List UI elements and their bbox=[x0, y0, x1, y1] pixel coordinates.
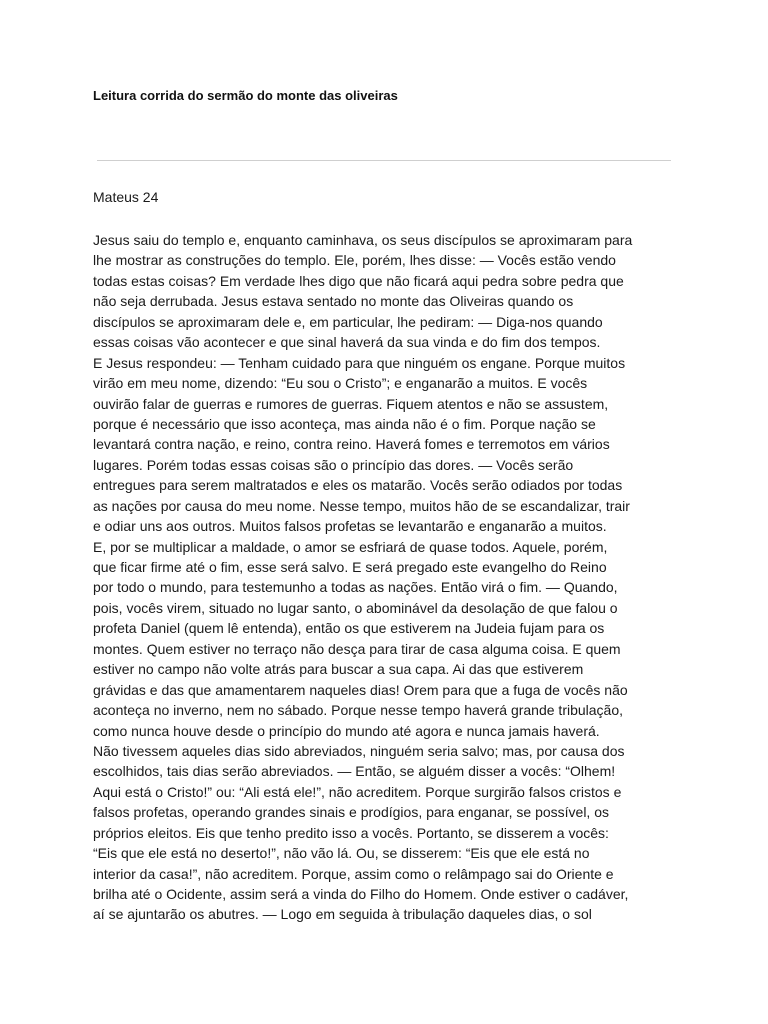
text-line: ouvirão falar de guerras e rumores de guerras. Fiquem atentos e não se assustem, bbox=[93, 395, 609, 412]
text-line: discípulos se aproximaram dele e, em particular, lhe pediram: — Diga-nos quando bbox=[93, 313, 603, 330]
body-text bbox=[93, 230, 683, 925]
text-line: Aqui está o Cristo!” ou: “Ali está ele!”, não acreditem. Porque surgirão falsos cristos e bbox=[93, 783, 622, 800]
text-line: por todo o mundo, para testemunho a todas as nações. Então virá o fim. — Quando, bbox=[93, 579, 618, 596]
text-line: próprios eleitos. Eis que tenho predito isso a vocês. Portanto, se disserem a vocês: bbox=[93, 824, 609, 841]
text-line: todas estas coisas? Em verdade lhes digo que não ficará aqui pedra sobre pedra que bbox=[93, 272, 624, 289]
text-line: E Jesus respondeu: — Tenham cuidado para que ninguém os engane. Porque muitos bbox=[93, 354, 626, 371]
text-line: brilha até o Ocidente, assim será a vinda do Filho do Homem. Onde estiver o cadáver, bbox=[93, 886, 629, 902]
text-line: não seja derrubada. Jesus estava sentado no monte das Oliveiras quando os bbox=[93, 293, 574, 310]
text-line: “Eis que ele está no deserto!”, não vão lá. Ou, se disserem: “Eis que ele está no bbox=[93, 845, 590, 862]
text-line: Não tivessem aqueles dias sido abreviados, ninguém seria salvo; mas, por causa dos bbox=[93, 742, 625, 759]
text-line: como nunca houve desde o princípio do mundo até agora e nunca jamais haverá. bbox=[93, 722, 600, 739]
text-line: pois, vocês virem, situado no lugar santo, o abominável da desolação de que falou o bbox=[93, 599, 618, 616]
text-line: virão em meu nome, dizendo: “Eu sou o Cristo”; e enganarão a muitos. E vocês bbox=[93, 375, 588, 392]
document-title: Leitura corrida do sermão do monte das oliveiras bbox=[93, 88, 398, 103]
text-line: aconteça no inverno, nem no sábado. Porque nesse tempo haverá grande tribulação, bbox=[93, 702, 624, 719]
text-line: aí se ajuntarão os abutres. — Logo em seguida à tribulação daqueles dias, o sol bbox=[93, 906, 592, 923]
text-line: essas coisas vão acontecer e que sinal haverá da sua vinda e do fim dos tempos. bbox=[93, 334, 601, 351]
text-line: as nações por causa do meu nome. Nesse tempo, muitos hão de se escandalizar, trair bbox=[93, 497, 630, 514]
text-line: grávidas e das que amamentarem naqueles dias! Orem para que a fuga de vocês não bbox=[93, 681, 628, 698]
text-line: Jesus saiu do templo e, enquanto caminhava, os seus discípulos se aproximaram para bbox=[93, 232, 633, 248]
text-line: levantará contra nação, e reino, contra reino. Haverá fomes e terremotos em vários bbox=[93, 436, 610, 453]
horizontal-divider bbox=[97, 160, 671, 161]
chapter-heading: Mateus 24 bbox=[93, 189, 159, 205]
text-line: interior da casa!”, não acreditem. Porque, assim como o relâmpago sai do Oriente e bbox=[93, 865, 614, 882]
text-line: escolhidos, tais dias serão abreviados. — Então, se alguém disser a vocês: “Olhem! bbox=[93, 763, 616, 780]
text-line: entregues para serem maltratados e eles os matarão. Vocês serão odiados por todas bbox=[93, 477, 623, 494]
text-line: profeta Daniel (quem lê entenda), então os que estiverem na Judeia fujam para os bbox=[93, 620, 605, 637]
text-line: e odiar uns aos outros. Muitos falsos profetas se levantarão e enganarão a muitos. bbox=[93, 518, 607, 535]
text-line: estiver no campo não volte atrás para buscar a sua capa. Ai das que estiverem bbox=[93, 661, 584, 678]
text-line: montes. Quem estiver no terraço não desça para tirar de casa alguma coisa. E quem bbox=[93, 640, 621, 657]
text-line: que ficar firme até o fim, esse será salvo. E será pregado este evangelho do Reino bbox=[93, 559, 607, 575]
text-line: E, por se multiplicar a maldade, o amor se esfriará de quase todos. Aquele, porém, bbox=[93, 538, 608, 555]
text-line: lhe mostrar as construções do templo. Ele, porém, lhes disse: — Vocês estão vendo bbox=[93, 252, 616, 269]
text-line: porque é necessário que isso aconteça, mas ainda não é o fim. Porque nação se bbox=[93, 415, 596, 432]
text-line: lugares. Porém todas essas coisas são o princípio das dores. — Vocês serão bbox=[93, 456, 574, 473]
text-line: falsos profetas, operando grandes sinais e prodígios, para enganar, se possível, os bbox=[93, 804, 609, 821]
